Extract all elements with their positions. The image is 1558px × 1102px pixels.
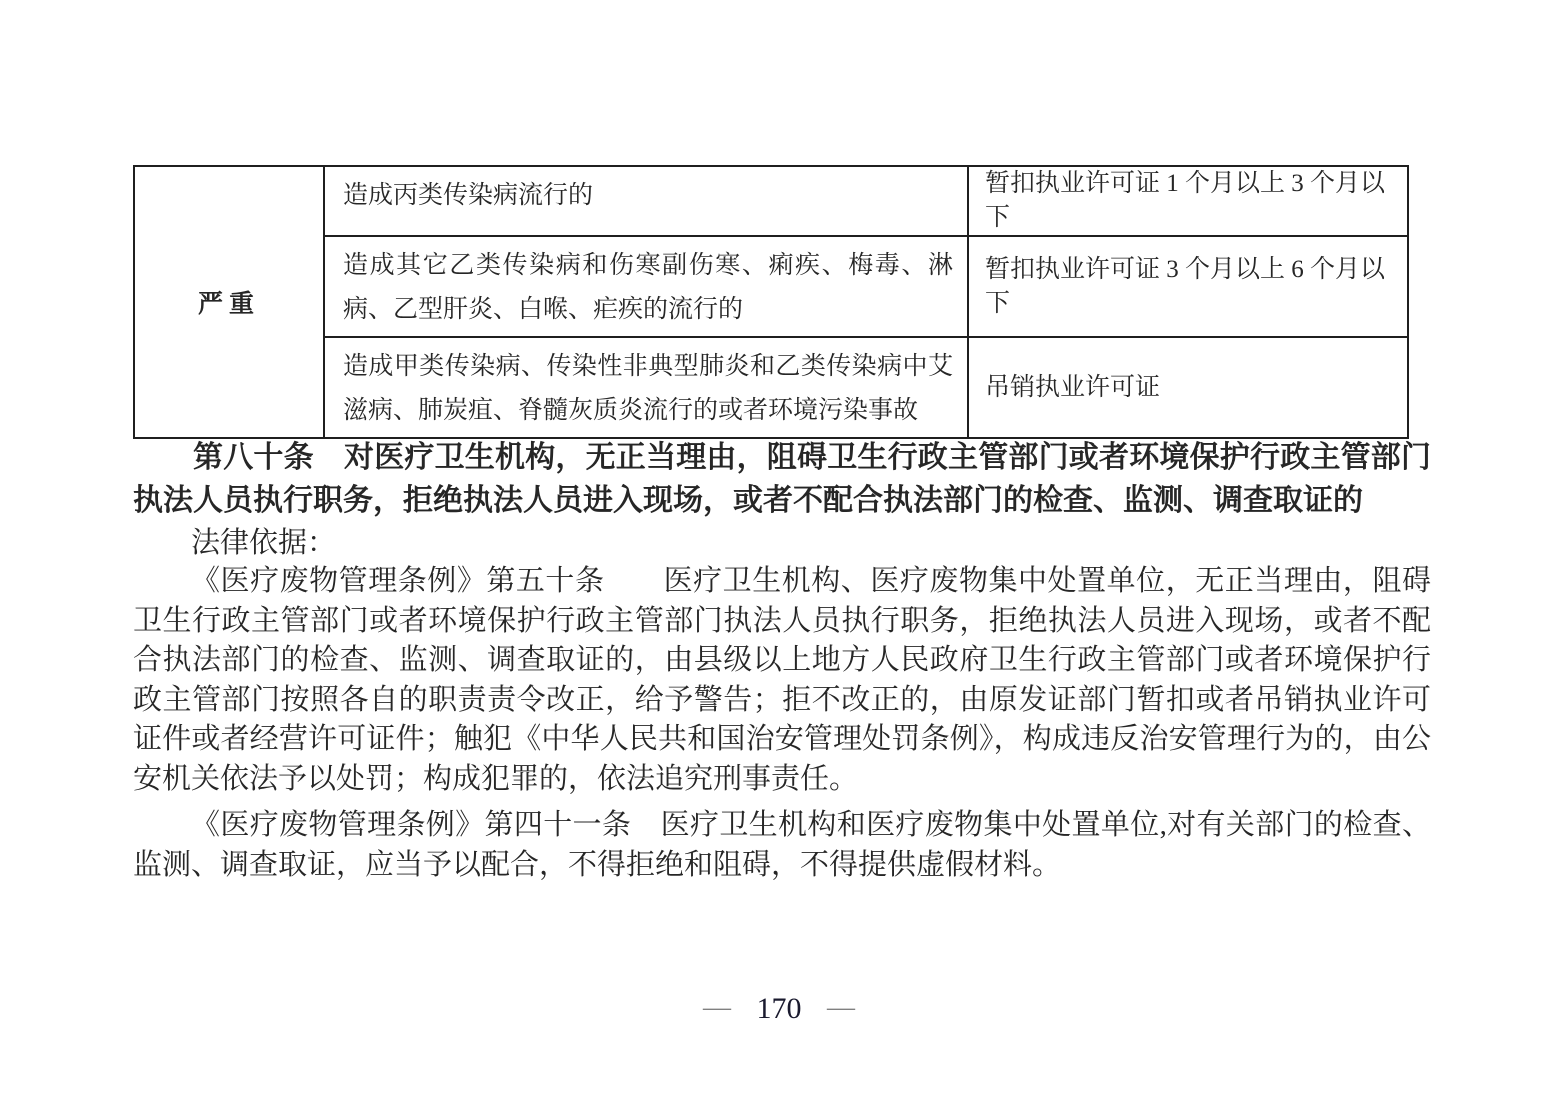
- condition-cell-3: 造成甲类传染病、传染性非典型肺炎和乙类传染病中艾滋病、肺炭疽、脊髓灰质炎流行的或者环境污染事故: [324, 337, 968, 438]
- footer-dash-right: —: [827, 992, 855, 1023]
- penalty-cell-3: 吊销执业许可证: [968, 337, 1408, 438]
- footer-dash-left: —: [703, 992, 731, 1023]
- regulation-article-41-paragraph: 《医疗废物管理条例》第四十一条 医疗卫生机构和医疗废物集中处置单位,对有关部门的检查、监测、调查取证，应当予以配合，不得拒绝和阻碍，不得提供虚假材料。: [133, 809, 1431, 881]
- regulation-article-50-paragraph: 《医疗废物管理条例》第五十条 医疗卫生机构、医疗废物集中处置单位，无正当理由，阻碍卫生行政主管部门或者环境保护行政主管部门执法人员执行职务，拒绝执法人员进入现场，或者不配合执法部门的检查、监测、调查取证的，由县级以上地方人民政府卫生行政主管部门或者环境保护行政主管部门按照各自的职责责令改正，给予警告；拒不改正的，由原发证部门暂扣或者吊销执业许可证件或者经营许可证件；触犯《中华人民共和国治安管理处罚条例》，构成违反治安管理行为的，由公安机关依法予以处罚；构成犯罪的，依法追究刑事责任。: [133, 565, 1431, 795]
- table-row: [134, 166, 1408, 236]
- page-footer: [0, 992, 1558, 1026]
- condition-cell-2: 造成其它乙类传染病和伤寒副伤寒、痢疾、梅毒、淋病、乙型肝炎、白喉、疟疾的流行的: [324, 236, 968, 337]
- severity-category-cell: 严重: [134, 166, 324, 438]
- penalty-cell-1: 暂扣执业许可证 1 个月以上 3 个月以下: [968, 166, 1408, 236]
- penalty-cell-2: 暂扣执业许可证 3 个月以上 6 个月以下: [968, 236, 1408, 337]
- condition-cell-1: 造成丙类传染病流行的: [324, 166, 968, 236]
- table-row: [134, 236, 1408, 337]
- legal-basis-label: 法律依据：: [191, 527, 337, 559]
- page-number: 170: [756, 992, 802, 1025]
- penalty-table: [133, 165, 1409, 439]
- article-80-heading: 第八十条 对医疗卫生机构，无正当理由，阻碍卫生行政主管部门或者环境保护行政主管部门执法人员执行职务，拒绝执法人员进入现场，或者不配合执法部门的检查、监测、调查取证的: [133, 441, 1431, 517]
- table-row: [134, 337, 1408, 438]
